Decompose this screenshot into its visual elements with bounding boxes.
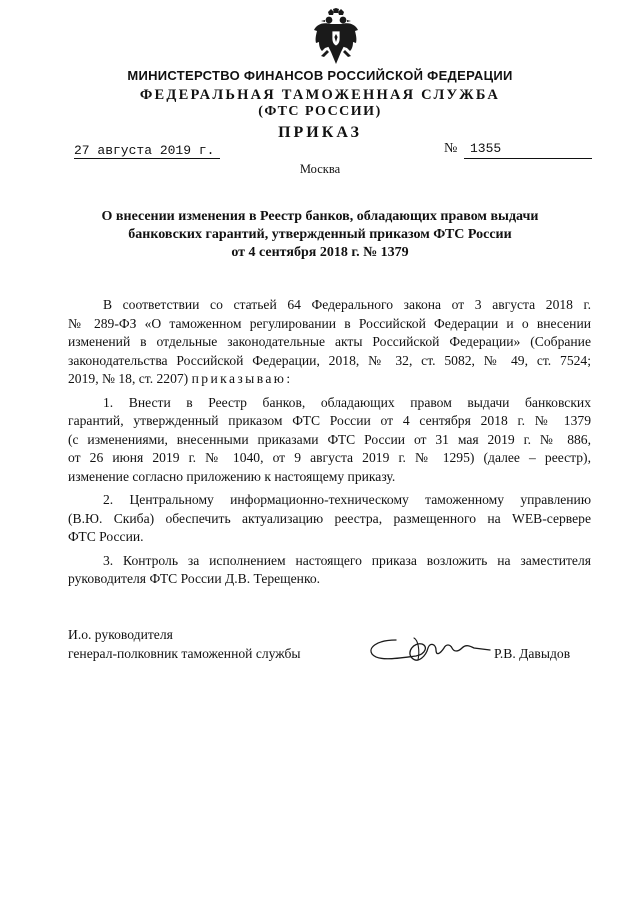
coat-of-arms-icon — [311, 8, 361, 68]
handwritten-signature — [366, 630, 492, 666]
order-word: приказываю: — [191, 371, 293, 386]
preamble-line: № 289-ФЗ «О таможенном регулировании в Российской Федерации и о внесении — [68, 315, 591, 331]
item-1-line: 1. Внести в Реестр банков, обладающих правом выдачи банковских — [103, 394, 591, 410]
preamble-line: В соответствии со статьей 64 Федерального закона от 3 августа 2018 г. — [103, 297, 591, 312]
preamble-end: 2019, № 18, ст. 2207) — [68, 371, 189, 386]
signer-name: Р.В. Давыдов — [494, 646, 571, 661]
service-name: ФЕДЕРАЛЬНАЯ ТАМОЖЕННАЯ СЛУЖБА — [139, 87, 501, 103]
ministry-name: МИНИСТЕРСТВО ФИНАНСОВ РОССИЙСКОЙ ФЕДЕРАЦИИ — [127, 68, 513, 83]
preamble-last-line — [68, 370, 591, 389]
preamble-line: законодательства Российской Федерации, 2018, № 32, ст. 5082, № 49, ст. 7524; — [68, 352, 591, 368]
item-1-line: от 26 июня 2019 г. № 1040, от 9 августа 2019 г. № 1295) (далее – реестр), — [68, 450, 591, 465]
item-2-line: 2. Центральному информационно-техническому таможенному управлению — [103, 492, 591, 507]
title-line-2: банковских гарантий, утвержденный приказом ФТС России — [128, 227, 512, 242]
item-1-line: гарантий, утвержденный приказом ФТС России от 4 сентября 2018 г. № 1379 — [68, 413, 591, 428]
preamble-line: изменений в отдельные законодательные акты Российской Федерации» (Собрание — [68, 334, 591, 349]
item-1-last-line: изменение согласно приложению к настоящему приказу. — [68, 468, 396, 484]
city: Москва — [299, 162, 341, 176]
order-body — [68, 296, 591, 589]
item-2-line: (В.Ю. Скиба) обеспечить актуализацию реестра, размещенного на WEB-сервере — [68, 510, 591, 526]
title-line-3: от 4 сентября 2018 г. № 1379 — [231, 245, 409, 260]
item-3-line: 3. Контроль за исполнением настоящего приказа возложить на заместителя — [103, 552, 591, 568]
service-abbreviation: (ФТС РОССИИ) — [258, 104, 382, 119]
signatory-rank: генерал-полковник таможенной службы — [68, 646, 301, 661]
order-number: 1355 — [470, 141, 502, 156]
order-date: 27 августа 2019 г. — [74, 143, 215, 158]
item-3-last-line: руководителя ФТС России Д.В. Терещенко. — [68, 571, 321, 586]
document-type: ПРИКАЗ — [278, 124, 362, 141]
number-sign: № — [444, 141, 458, 156]
item-1-line: (с изменениями, внесенными приказами ФТС России от 31 мая 2019 г. № 886, — [68, 431, 591, 447]
title-line-1: О внесении изменения в Реестр банков, обладающих правом выдачи — [101, 209, 539, 224]
item-2-last-line: ФТС России. — [68, 529, 144, 544]
signatory-position: И.о. руководителя — [68, 627, 173, 642]
